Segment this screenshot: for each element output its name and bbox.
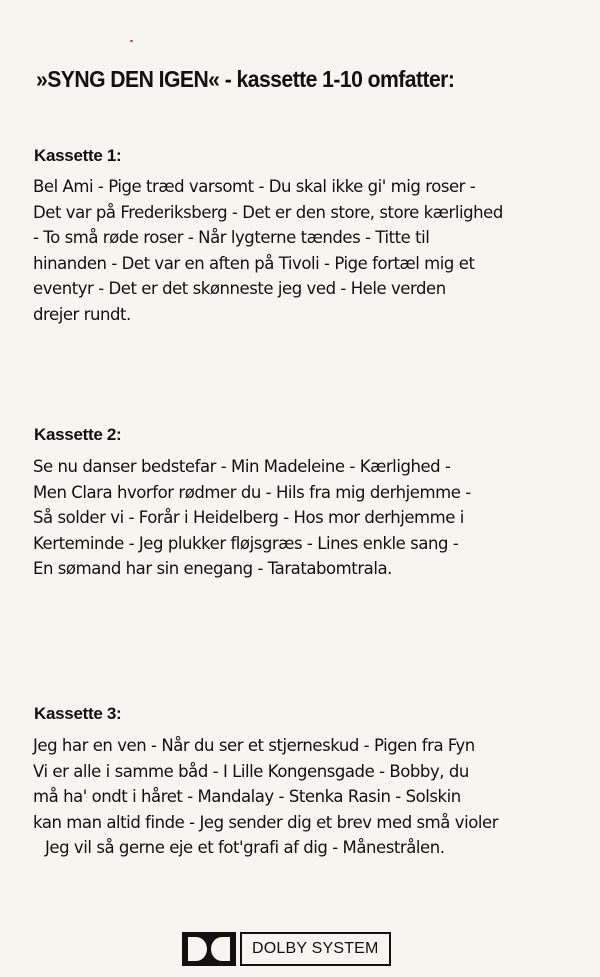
track-line: En sømand har sin enegang - Taratabomtrala. (33, 559, 392, 578)
section-body-kassette-3 (33, 733, 593, 861)
section-body-kassette-1 (33, 174, 593, 327)
track-line: Bel Ami - Pige træd varsomt - Du skal ikke gi' mig roser - (33, 177, 476, 196)
track-line: Vi er alle i samme båd - I Lille Kongensgade - Bobby, du (33, 761, 469, 781)
section-body-kassette-2 (33, 454, 593, 582)
print-speck (130, 40, 133, 42)
track-line: hinanden - Det var en aften på Tivoli - Pige fortæl mig et (33, 253, 475, 273)
track-line: Men Clara hvorfor rødmer du - Hils fra mig derhjemme - (33, 482, 471, 502)
section-heading-kassette-1: Kassette 1: (34, 146, 122, 165)
track-line: Så solder vi - Forår i Heidelberg - Hos mor derhjemme i (33, 508, 464, 527)
dolby-double-d-icon (182, 932, 236, 966)
track-line: drejer rundt. (33, 304, 131, 324)
track-line: Det var på Frederiksberg - Det er den store, store kærlighed (33, 202, 503, 222)
track-line: - To små røde roser - Når lygterne tændes - Titte til (33, 228, 430, 247)
dolby-system-mark (182, 932, 391, 966)
track-line: Jeg vil så gerne eje et fot'grafi af dig - Månestrålen. (45, 838, 445, 857)
track-line: kan man altid finde - Jeg sender dig et brev med små violer (33, 812, 499, 832)
track-line: må ha' ondt i håret - Mandalay - Stenka Rasin - Solskin (33, 787, 461, 806)
track-line: Jeg har en ven - Når du ser et stjerneskud - Pigen fra Fyn (33, 736, 475, 755)
dolby-system-label: DOLBY SYSTEM (240, 932, 391, 966)
track-line: eventyr - Det er det skønneste jeg ved - Hele verden (33, 279, 446, 298)
section-heading-kassette-3: Kassette 3: (34, 704, 122, 723)
page-title: »SYNG DEN IGEN« - kassette 1-10 omfatter: (36, 66, 455, 92)
section-heading-kassette-2: Kassette 2: (34, 425, 122, 444)
track-line: Kerteminde - Jeg plukker fløjsgræs - Lines enkle sang - (33, 533, 459, 553)
track-line: Se nu danser bedstefar - Min Madeleine - Kærlighed - (33, 457, 451, 476)
